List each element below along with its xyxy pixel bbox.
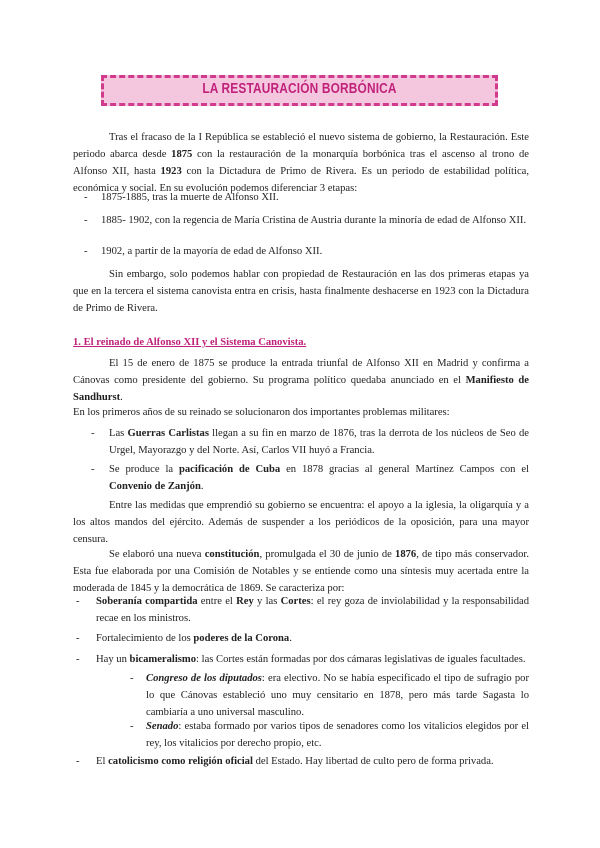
bullet: - xyxy=(91,428,95,439)
bullet: - xyxy=(91,464,95,475)
bullet: - xyxy=(76,596,80,607)
bullet: - xyxy=(130,673,134,684)
list-item: Soberanía compartida entre el Rey y las Cortes: el rey goza de inviolabilidad y la responsabilidad recae en los ministros. xyxy=(96,596,530,624)
page-title: LA RESTAURACIÓN BORBÓNICA xyxy=(202,81,397,97)
sub-list-item: Senado: estaba formado por varios tipos de senadores como los vitalicios elegidos por el rey, los vitalicios por derecho propio, etc. xyxy=(146,721,529,749)
section-heading: 1. El reinado de Alfonso XII y el Sistema Canovista. xyxy=(73,337,307,348)
list-item: 1875-1885, tras la muerte de Alfonso XII. xyxy=(101,192,279,203)
section-paragraph: Se elaboró una nueva constitución, promulgada el 30 de junio de 1876, de tipo más conservador. Esta fue elaborada por una Comisión de Notables y se entiende como una síntesis muy acertada entre la moderada de 1845 y la democrática de 1869. Se caracteriza por: xyxy=(73,549,529,594)
bullet: - xyxy=(84,192,88,203)
bullet: - xyxy=(76,633,80,644)
bullet: - xyxy=(84,246,88,257)
intro-paragraph: Tras el fracaso de la I República se estableció el nuevo sistema de gobierno, la Restauración. Este periodo abarca desde 1875 con la restauración de la monarquía borbónica tras el ascenso al trono de Alfonso XII, hasta 1923 con la Dictadura de Primo de Rivera. Es un periodo de estabilidad política, económica y social. En su evolución podemos diferenciar 3 etapas: xyxy=(73,132,529,194)
section-paragraph: En los primeros años de su reinado se solucionaron dos importantes problemas militares: xyxy=(73,407,450,418)
section-paragraph: El 15 de enero de 1875 se produce la entrada triunfal de Alfonso XII en Madrid y confirma a Cánovas como presidente del gobierno. Su programa político quedaba anunciado en el Manifiesto de Sandhurst. xyxy=(73,358,530,403)
list-item: Fortalecimiento de los poderes de la Corona. xyxy=(96,633,292,644)
bullet: - xyxy=(76,654,80,665)
bullet: - xyxy=(76,756,80,767)
section-paragraph: Entre las medidas que emprendió su gobierno se encuentra: el apoyo a la iglesia, la oligarquía y a los altos mandos del ejército. Además de suspender a los periódicos de la oposición, para una mayor censura. xyxy=(73,500,529,545)
list-item: 1885- 1902, con la regencia de María Cristina de Austria durante la minoría de edad de Alfonso XII. xyxy=(101,215,527,226)
list-item: Las Guerras Carlistas llegan a su fin en marzo de 1876, tras la derrota de los núcleos de Seo de Urgel, Mayorazgo y del Norte. Así, Carlos VII huyó a Francia. xyxy=(109,428,529,456)
title-banner xyxy=(101,75,498,106)
intro-paragraph-2: Sin embargo, solo podemos hablar con propiedad de Restauración en las dos primeras etapas ya que en la tercera el sistema canovista entra en crisis, hasta finalmente deshacerse en 1923 con la Dictadura de Primo de Rivera. xyxy=(73,269,529,314)
list-item: Hay un bicameralismo: las Cortes están formadas por dos cámaras legislativas de iguales facultades. xyxy=(96,654,526,665)
list-item: 1902, a partir de la mayoría de edad de Alfonso XII. xyxy=(101,246,323,257)
sub-list-item: Congreso de los diputados: era electivo. No se había especificado el tipo de sufragio por lo que Cánovas estableció uno muy censitario en 1878, pero más tarde Sagasta lo cambiaría a uno universal masculino. xyxy=(146,673,529,718)
list-item: Se produce la pacificación de Cuba en 1878 gracias al general Martínez Campos con el Convenio de Zanjón. xyxy=(109,464,529,492)
bullet: - xyxy=(84,215,88,226)
list-item: El catolicismo como religión oficial del Estado. Hay libertad de culto pero de forma privada. xyxy=(96,756,494,767)
bullet: - xyxy=(130,721,134,732)
